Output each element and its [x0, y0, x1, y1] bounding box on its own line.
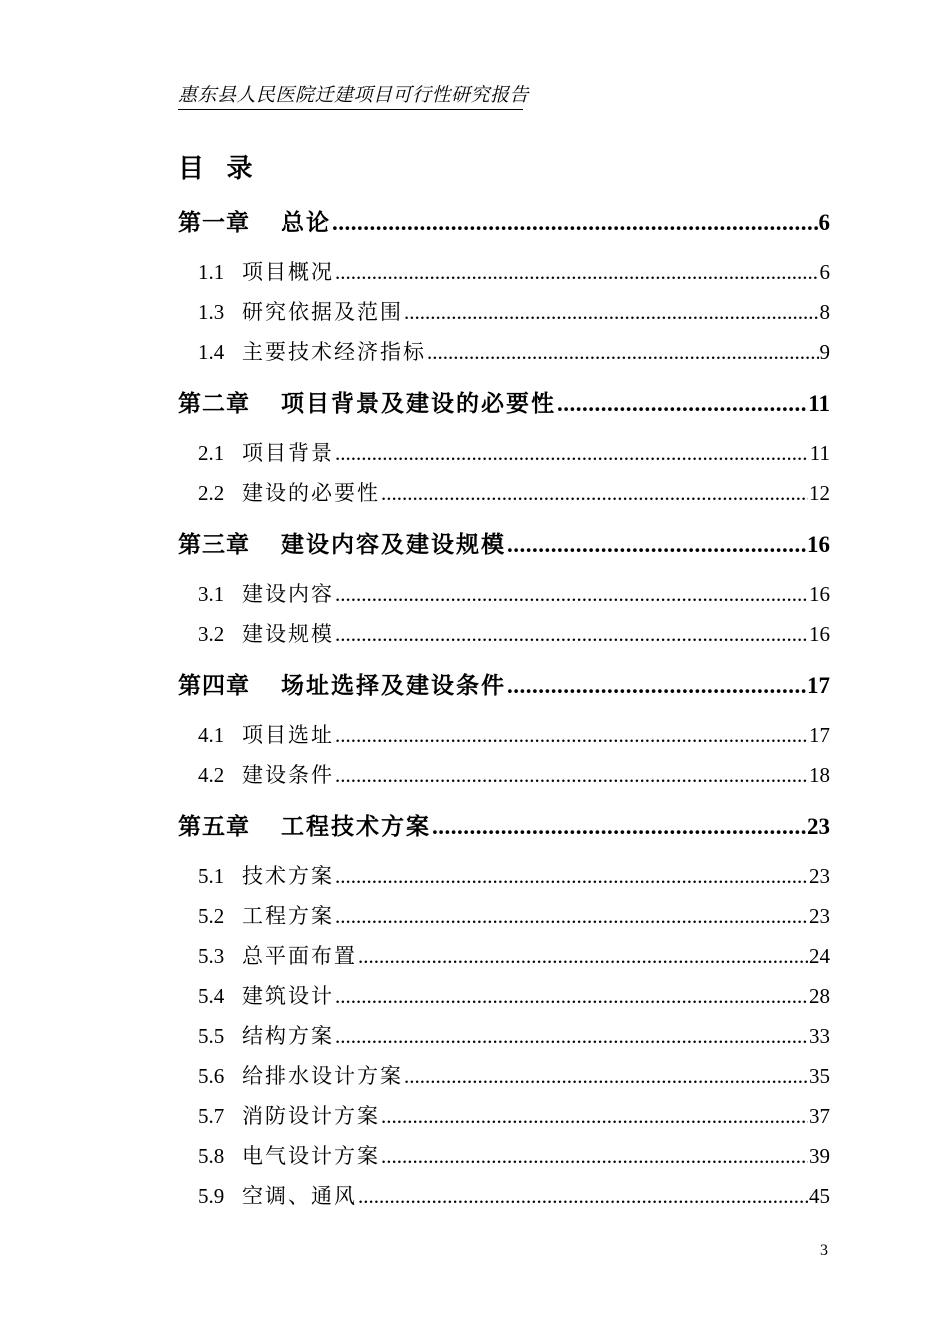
toc-entry-title: 工程技术方案: [281, 814, 431, 839]
toc-entry-title: 项目概况: [242, 260, 334, 284]
toc-dot-leader: [335, 433, 809, 473]
toc-dot-leader: [335, 252, 819, 292]
toc-entry-number: 2.2: [198, 481, 225, 505]
toc-entry-page: 6: [819, 260, 830, 284]
toc-entry-title: 工程方案: [242, 904, 334, 928]
toc-entry-title: 项目背景及建设的必要性: [281, 391, 556, 416]
toc-chapter-entry[interactable]: [178, 197, 830, 248]
toc-chapter-entry[interactable]: [178, 801, 830, 852]
toc-entry-page: 33: [809, 1024, 830, 1048]
toc-entry-title: 技术方案: [242, 864, 334, 888]
toc-entry-page: 23: [809, 904, 830, 928]
toc-entry-page: 45: [809, 1184, 830, 1208]
toc-entry-title: 给排水设计方案: [242, 1064, 403, 1088]
toc-entry-title: 建设条件: [242, 763, 334, 787]
toc-dot-leader: [381, 473, 808, 513]
toc-entry-number: 第二章: [178, 391, 250, 416]
toc-entry-number: 3.1: [198, 582, 225, 606]
toc-dot-leader: [358, 936, 808, 976]
toc-section-entry[interactable]: [178, 574, 830, 614]
toc-entry-page: 11: [809, 441, 830, 465]
toc-section-entry[interactable]: [178, 976, 830, 1016]
toc-entry-title: 建设规模: [242, 622, 334, 646]
toc-section-entry[interactable]: [178, 473, 830, 513]
toc-entry-page: 39: [809, 1144, 830, 1168]
toc-dot-leader: [404, 292, 819, 332]
toc-entry-number: 1.3: [198, 300, 225, 324]
toc-entry-title: 电气设计方案: [242, 1144, 380, 1168]
page-number: 3: [820, 1242, 828, 1259]
toc-dot-leader: [507, 519, 806, 570]
toc-entry-number: 5.3: [198, 944, 225, 968]
toc-entry-page: 8: [819, 300, 830, 324]
toc-section-entry[interactable]: [178, 715, 830, 755]
toc-entry-page: 11: [808, 391, 830, 416]
toc-chapter-entry[interactable]: [178, 378, 830, 429]
toc-entry-number: 5.2: [198, 904, 225, 928]
toc-dot-leader: [381, 1096, 808, 1136]
toc-entry-title: 主要技术经济指标: [242, 340, 426, 364]
toc-entry-page: 17: [809, 723, 830, 747]
toc-dot-leader: [557, 378, 807, 429]
toc-dot-leader: [335, 1016, 808, 1056]
toc-entry-page: 28: [809, 984, 830, 1008]
toc-entry-page: 24: [809, 944, 830, 968]
toc-dot-leader: [335, 755, 808, 795]
toc-chapter-entry[interactable]: [178, 660, 830, 711]
toc-entry-title: 总平面布置: [242, 944, 357, 968]
toc-entry-title: 建设内容及建设规模: [281, 532, 506, 557]
toc-section-entry[interactable]: [178, 614, 830, 654]
toc-entry-title: 建筑设计: [242, 984, 334, 1008]
toc-entry-title: 空调、通风: [242, 1184, 357, 1208]
toc-entry-number: 5.6: [198, 1064, 225, 1088]
toc-entry-page: 16: [809, 622, 830, 646]
toc-title: 目 录: [178, 154, 261, 183]
toc-entry-page: 17: [807, 673, 830, 698]
toc-entry-title: 总论: [281, 210, 331, 235]
toc-entry-title: 研究依据及范围: [242, 300, 403, 324]
toc-section-entry[interactable]: [178, 292, 830, 332]
toc-entry-page: 9: [819, 340, 830, 364]
toc-entry-page: 35: [809, 1064, 830, 1088]
toc-dot-leader: [358, 1176, 808, 1216]
toc-entry-number: 1.4: [198, 340, 225, 364]
toc-dot-leader: [332, 197, 818, 248]
toc-dot-leader: [507, 660, 806, 711]
table-of-contents: [178, 196, 830, 1216]
toc-entry-number: 5.8: [198, 1144, 225, 1168]
toc-dot-leader: [335, 614, 808, 654]
toc-dot-leader: [427, 332, 819, 372]
toc-entry-page: 12: [809, 481, 830, 505]
toc-section-entry[interactable]: [178, 1096, 830, 1136]
toc-dot-leader: [404, 1056, 808, 1096]
toc-entry-number: 5.5: [198, 1024, 225, 1048]
toc-dot-leader: [335, 976, 808, 1016]
toc-entry-page: 6: [818, 210, 830, 235]
toc-entry-number: 5.4: [198, 984, 225, 1008]
toc-section-entry[interactable]: [178, 332, 830, 372]
toc-entry-page: 18: [809, 763, 830, 787]
toc-dot-leader: [432, 801, 806, 852]
toc-entry-page: 16: [809, 582, 830, 606]
toc-dot-leader: [335, 715, 808, 755]
toc-entry-page: 23: [809, 864, 830, 888]
toc-entry-number: 2.1: [198, 441, 225, 465]
toc-dot-leader: [335, 856, 808, 896]
toc-entry-number: 5.1: [198, 864, 225, 888]
toc-section-entry[interactable]: [178, 252, 830, 292]
toc-chapter-entry[interactable]: [178, 519, 830, 570]
toc-entry-title: 项目背景: [242, 441, 334, 465]
toc-section-entry[interactable]: [178, 1136, 830, 1176]
toc-entry-title: 建设内容: [242, 582, 334, 606]
toc-section-entry[interactable]: [178, 896, 830, 936]
toc-dot-leader: [335, 574, 808, 614]
toc-entry-number: 第一章: [178, 210, 250, 235]
toc-entry-number: 第三章: [178, 532, 250, 557]
toc-section-entry[interactable]: [178, 1176, 830, 1216]
toc-section-entry[interactable]: [178, 1056, 830, 1096]
running-header: 惠东县人民医院迁建项目可行性研究报告: [178, 80, 523, 110]
toc-entry-title: 场址选择及建设条件: [281, 673, 506, 698]
toc-entry-number: 4.1: [198, 723, 225, 747]
toc-dot-leader: [335, 896, 808, 936]
toc-entry-title: 消防设计方案: [242, 1104, 380, 1128]
toc-section-entry[interactable]: [178, 856, 830, 896]
toc-entry-number: 4.2: [198, 763, 225, 787]
toc-entry-page: 37: [809, 1104, 830, 1128]
toc-entry-title: 建设的必要性: [242, 481, 380, 505]
toc-entry-number: 5.7: [198, 1104, 225, 1128]
toc-entry-title: 结构方案: [242, 1024, 334, 1048]
toc-entry-number: 第五章: [178, 814, 250, 839]
toc-entry-page: 23: [807, 814, 830, 839]
toc-section-entry[interactable]: [178, 1016, 830, 1056]
toc-entry-page: 16: [807, 532, 830, 557]
toc-section-entry[interactable]: [178, 433, 830, 473]
toc-section-entry[interactable]: [178, 936, 830, 976]
toc-dot-leader: [381, 1136, 808, 1176]
toc-entry-number: 3.2: [198, 622, 225, 646]
toc-entry-number: 5.9: [198, 1184, 225, 1208]
toc-section-entry[interactable]: [178, 755, 830, 795]
toc-entry-title: 项目选址: [242, 723, 334, 747]
toc-entry-number: 第四章: [178, 673, 250, 698]
toc-entry-number: 1.1: [198, 260, 225, 284]
